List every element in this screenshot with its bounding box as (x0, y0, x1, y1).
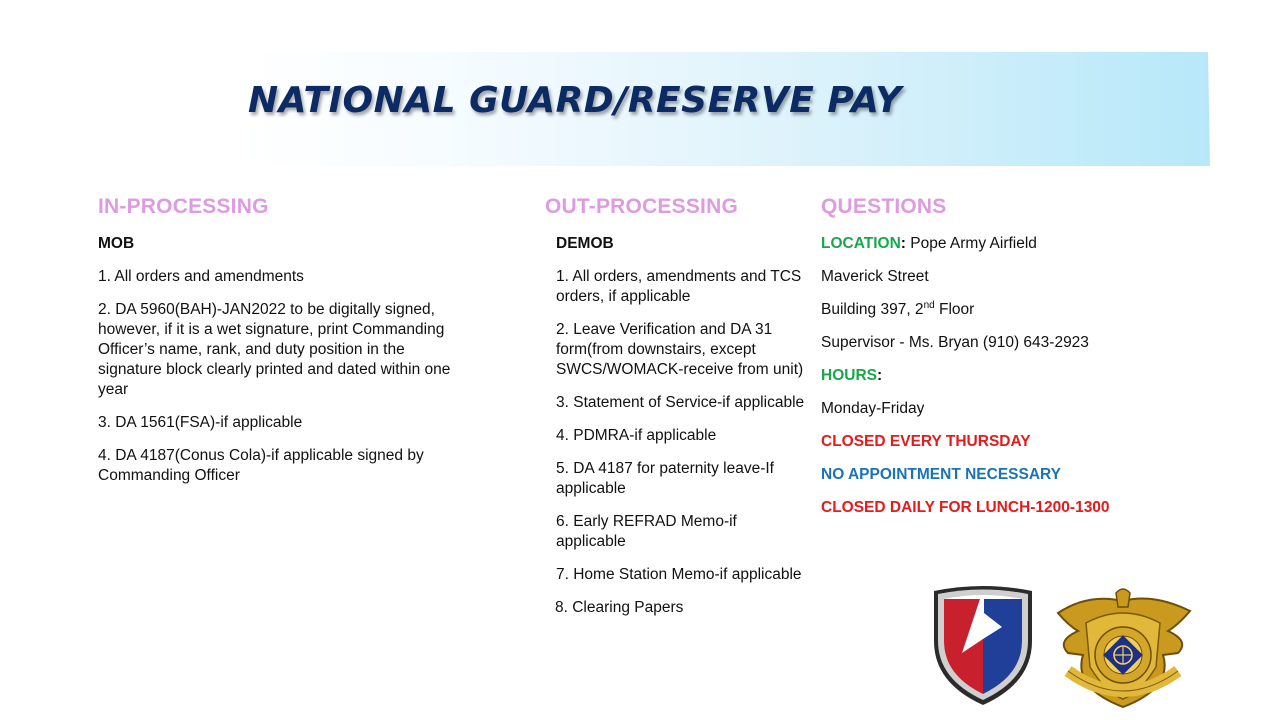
days-line: Monday-Friday (821, 400, 925, 417)
demob-label: DEMOB (556, 235, 614, 252)
list-item: 3. Statement of Service-if applicable (556, 394, 805, 411)
logos (928, 583, 1198, 709)
list-item: 1. All orders and amendments (98, 268, 304, 285)
closed-lunch-notice: CLOSED DAILY FOR LUNCH-1200-1300 (821, 499, 1110, 516)
list-item: 6. Early REFRAD Memo-if applicable (556, 513, 737, 550)
location-value: Pope Army Airfield (905, 235, 1037, 252)
location-label: LOCATION (821, 235, 901, 252)
list-item: 2. DA 5960(BAH)-JAN2022 to be digitally signed, however, if it is a wet signature, print Commanding Officer’s name, rank, and duty position in the signature block clearly printed and dated within one year (98, 301, 451, 398)
building-text: Building 397, 2 (821, 301, 924, 318)
quartermaster-insignia-icon (1058, 589, 1190, 707)
list-item: 1. All orders, amendments and TCS orders, if applicable (556, 268, 802, 305)
questions-column (821, 194, 1201, 531)
street-line: Maverick Street (821, 268, 929, 285)
list-item: 4. DA 4187(Conus Cola)-if applicable signed by Commanding Officer (98, 447, 424, 484)
hours-label: HOURS (821, 367, 877, 384)
list-item: 5. DA 4187 for paternity leave-If applicable (556, 460, 774, 497)
list-item: 2. Leave Verification and DA 31 form(from downstairs, except SWCS/WOMACK-receive from unit) (556, 321, 804, 378)
in-processing-column (98, 194, 468, 499)
page-title: NATIONAL GUARD/RESERVE PAY (248, 80, 902, 121)
floor-text: Floor (934, 301, 975, 318)
list-item: 8. Clearing Papers (555, 599, 684, 616)
list-item: 3. DA 1561(FSA)-if applicable (98, 414, 303, 431)
hours-line: HOURS: (821, 367, 883, 384)
questions-heading: QUESTIONS (821, 195, 947, 218)
supervisor-line: Supervisor - Ms. Bryan (910) 643-2923 (821, 334, 1089, 351)
list-item: 7. Home Station Memo-if applicable (556, 566, 802, 583)
ordinal-suffix: nd (923, 299, 935, 311)
out-processing-column (545, 194, 810, 631)
building-line (821, 300, 1201, 320)
out-processing-heading: OUT-PROCESSING (545, 195, 738, 218)
no-appointment-notice: NO APPOINTMENT NECESSARY (821, 466, 1061, 483)
in-processing-heading: IN-PROCESSING (98, 195, 269, 218)
army-materiel-command-shield-icon (934, 586, 1032, 705)
list-item: 4. PDMRA-if applicable (556, 427, 717, 444)
location-line: LOCATION: Pope Army Airfield (821, 235, 1037, 252)
closed-thursday-notice: CLOSED EVERY THURSDAY (821, 433, 1031, 450)
mob-label: MOB (98, 235, 135, 252)
